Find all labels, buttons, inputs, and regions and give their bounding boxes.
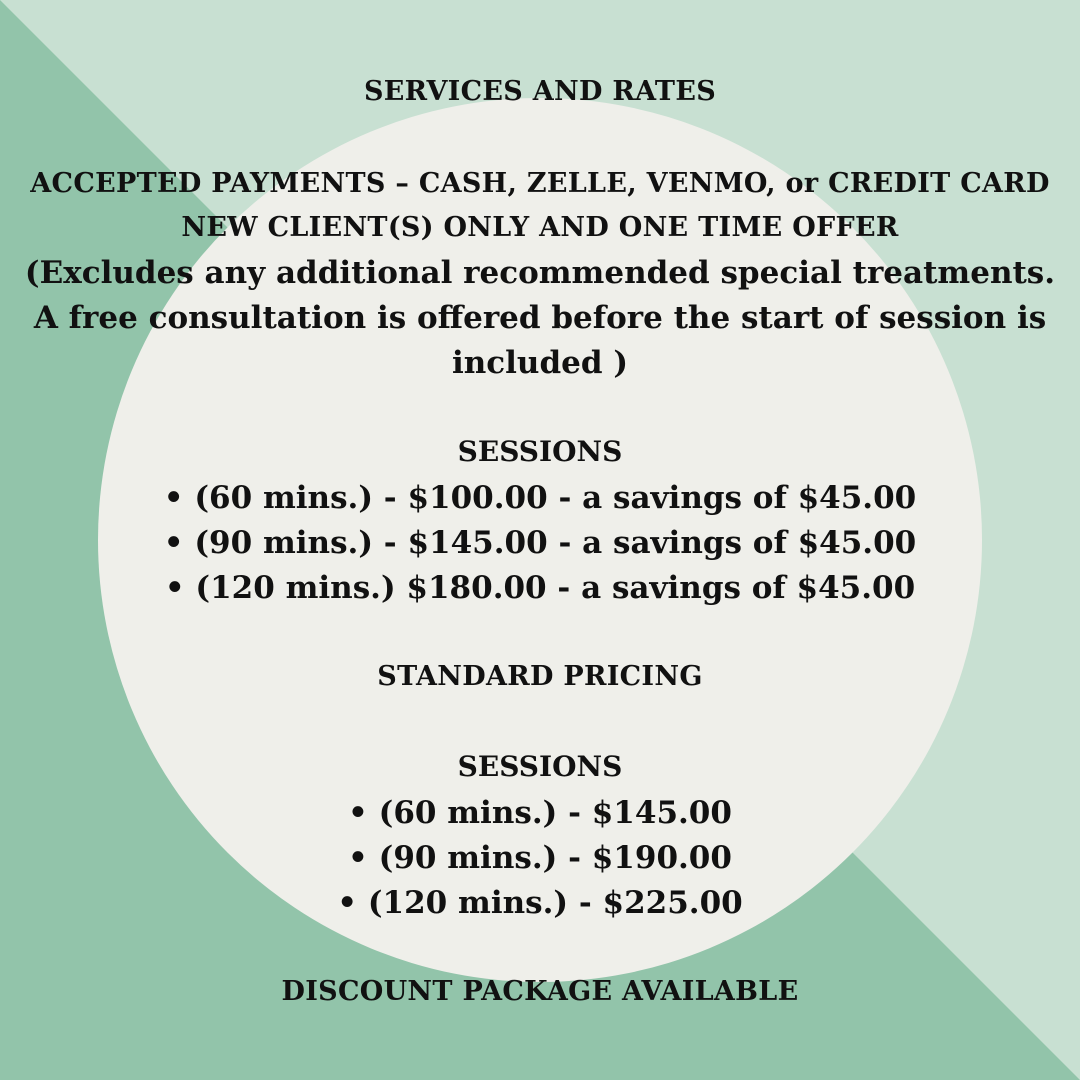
- offer-note-line-1: (Excludes any additional recommended special treatments.: [24, 255, 1056, 291]
- standard-session-item: • (60 mins.) - $145.00: [348, 795, 732, 831]
- standard-sessions-heading: SESSIONS: [457, 750, 623, 783]
- page-title: SERVICES AND RATES: [363, 76, 717, 107]
- special-session-item: • (120 mins.) $180.00 - a savings of $45.00: [164, 570, 916, 606]
- standard-pricing-heading: STANDARD PRICING: [377, 661, 703, 692]
- discount-package-text: DISCOUNT PACKAGE AVAILABLE: [281, 976, 799, 1007]
- standard-session-item: • (120 mins.) - $225.00: [337, 885, 743, 921]
- standard-session-item: • (90 mins.) - $190.00: [348, 840, 732, 876]
- offer-note-line-3: included ): [451, 345, 629, 381]
- accepted-payments-text: ACCEPTED PAYMENTS – CASH, ZELLE, VENMO, or CREDIT CARD: [30, 168, 1050, 199]
- special-session-item: • (90 mins.) - $145.00 - a savings of $45.00: [163, 525, 917, 561]
- offer-note-line-2: A free consultation is offered before the start of session is: [33, 300, 1047, 336]
- special-session-item: • (60 mins.) - $100.00 - a savings of $45.00: [163, 480, 917, 516]
- special-sessions-heading: SESSIONS: [457, 435, 623, 468]
- new-client-offer-text: NEW CLIENT(S) ONLY AND ONE TIME OFFER: [181, 212, 899, 243]
